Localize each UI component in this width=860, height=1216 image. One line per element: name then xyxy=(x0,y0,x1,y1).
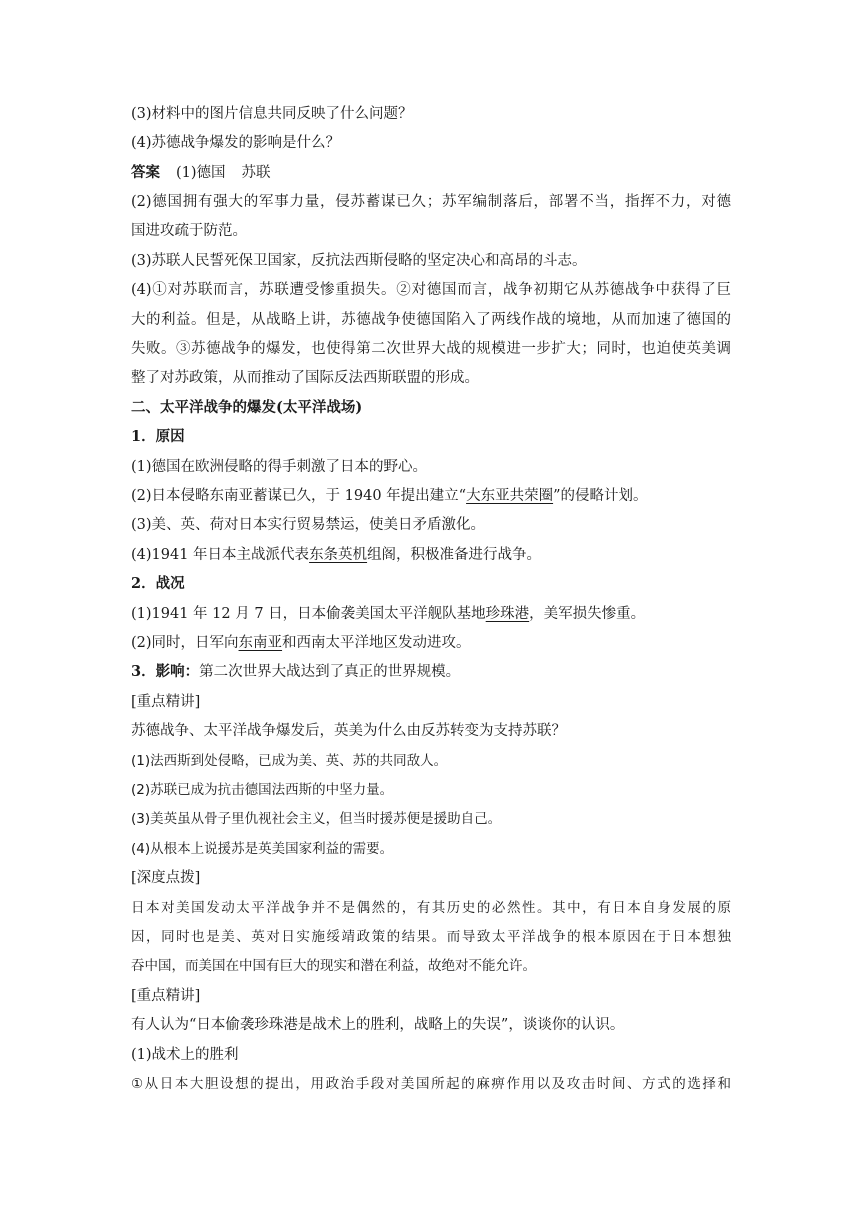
answer-4-line2: 大的利益。但是，从战略上讲，苏德战争使德国陷入了两线作战的境地，从而加速了德国的 xyxy=(131,312,731,328)
battle-1-text: (1)1941 年 12 月 7 日，日本偷袭美国太平洋舰队基地 xyxy=(131,606,486,622)
answer-4-line3: 失败。③苏德战争的爆发，也使得第二次世界大战的规模进一步扩大；同时，也迫使英美调 xyxy=(131,341,731,357)
battle-2 xyxy=(131,633,731,653)
cause-4-text: (4)1941 年日本主战派代表 xyxy=(131,547,310,563)
key-question: 苏德战争、太平洋战争爆发后，英美为什么由反苏转变为支持苏联？ xyxy=(131,723,566,739)
battle-1-tail: ，美军损失惨重。 xyxy=(529,606,646,622)
answer-2-line1: (2)德国拥有强大的军事力量，侵苏蓄谋已久；苏军编制落后，部署不当，指挥不力，对德 xyxy=(131,194,731,210)
impact-text: 第二次世界大战达到了真正的世界规模。 xyxy=(199,664,461,680)
key-question-2: 有人认为“日本偷袭珍珠港是战术上的胜利，战略上的失误”，谈谈你的认识。 xyxy=(131,1017,625,1033)
answer-1 xyxy=(131,163,731,183)
answer-label: 答案 xyxy=(131,164,160,181)
answer-1-part2: 苏联 xyxy=(241,165,271,181)
cause-1: (1)德国在欧洲侵略的得手刺激了日本的野心。 xyxy=(131,459,428,475)
depth-line-3: 吞中国，而美国在中国有巨大的现实和潜在利益，故绝对不能允许。 xyxy=(131,958,536,974)
depth-line-1: 日本对美国发动太平洋战争并不是偶然的，有其历史的必然性。其中，有日本自身发展的原 xyxy=(131,900,731,916)
answer-2-line2: 国进攻疏于防范。 xyxy=(131,223,247,239)
answer-3: (3)苏联人民誓死保卫国家，反抗法西斯侵略的坚定决心和高昂的斗志。 xyxy=(131,253,587,269)
section-heading: 二、太平洋战争的爆发(太平洋战场) xyxy=(131,399,363,416)
cause-3: (3)美、英、荷对日本实行贸易禁运，使美日矛盾激化。 xyxy=(131,517,486,533)
key-point-1: (1)法西斯到处侵略，已成为美、英、苏的共同敌人。 xyxy=(131,753,448,769)
key-points-tag-2: [重点精讲] xyxy=(131,988,201,1004)
battle-2-text: (2)同时，日军向 xyxy=(131,635,239,651)
battle-2-tail: 和西南太平洋地区发动进攻。 xyxy=(282,635,471,651)
key-points-tag: [重点精讲] xyxy=(131,694,201,710)
question-3: (3)材料中的图片信息共同反映了什么问题？ xyxy=(131,106,413,122)
key-point-3: (3)美英虽从骨子里仇视社会主义，但当时援苏便是援助自己。 xyxy=(131,811,502,827)
impact xyxy=(131,662,731,682)
battle-1-term: 珍珠港 xyxy=(485,606,530,622)
cause-2-tail: ”的侵略计划。 xyxy=(553,488,648,504)
depth-tag: [深度点拨] xyxy=(131,870,201,886)
answer-4-line4: 整了对苏政策，从而推动了国际反法西斯联盟的形成。 xyxy=(131,370,479,386)
impact-label: 3．影响： xyxy=(131,663,200,680)
cause-4 xyxy=(131,545,731,565)
answer-4-line1: (4)①对苏联而言，苏联遭受惨重损失。②对德国而言，战争初期它从苏德战争中获得了巨 xyxy=(131,282,731,298)
cause-4-tail: 组阁，积极准备进行战争。 xyxy=(367,547,542,563)
battle-1 xyxy=(131,604,731,624)
question-4: (4)苏德战争爆发的影响是什么？ xyxy=(131,135,341,151)
key-point-4: (4)从根本上说援苏是英美国家利益的需要。 xyxy=(131,841,394,857)
cause-2-term: 大东亚共荣圈 xyxy=(466,488,554,504)
cause-4-term: 东条英机 xyxy=(309,547,368,563)
depth-line-2: 因，同时也是美、英对日实施绥靖政策的结果。而导致太平洋战争的根本原因在于日本想独 xyxy=(131,929,731,945)
key-point-2: (2)苏联已成为抗击德国法西斯的中坚力量。 xyxy=(131,782,394,798)
battle-2-term: 东南亚 xyxy=(238,635,283,651)
causes-heading: 1．原因 xyxy=(131,428,185,445)
cause-2-text: (2)日本侵略东南亚蓄谋已久，于 1940 年提出建立“ xyxy=(131,488,467,504)
battle-heading: 2．战况 xyxy=(131,575,185,592)
sub-heading: (1)战术上的胜利 xyxy=(131,1047,239,1063)
sub-line-1: ①从日本大胆设想的提出，用政治手段对美国所起的麻痹作用以及攻击时间、方式的选择和 xyxy=(131,1076,731,1092)
cause-2 xyxy=(131,486,731,506)
answer-1-part1: (1)德国 xyxy=(176,165,226,181)
